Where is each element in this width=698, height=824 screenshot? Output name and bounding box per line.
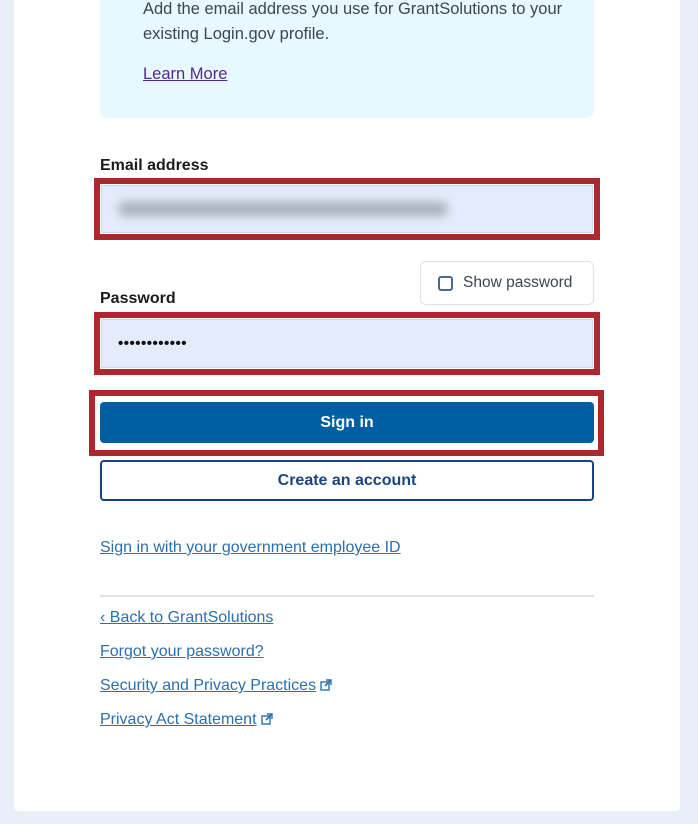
security-privacy-row <box>100 677 332 696</box>
email-input[interactable] <box>101 185 593 233</box>
create-account-button[interactable]: Create an account <box>100 460 594 501</box>
show-password-label: Show password <box>463 274 573 291</box>
external-link-icon <box>320 678 332 696</box>
checkbox-unchecked-icon[interactable] <box>438 276 453 291</box>
external-link-icon <box>261 712 273 730</box>
password-label: Password <box>100 290 176 307</box>
sign-in-button[interactable]: Sign in <box>100 402 594 443</box>
password-value: •••••••••••• <box>118 335 188 352</box>
alert-message: Add the email address you use for GrantSolutions to your existing Login.gov profile. <box>143 0 563 43</box>
back-to-grantsolutions-link[interactable]: ‹ Back to GrantSolutions <box>100 609 274 626</box>
security-privacy-link[interactable]: Security and Privacy Practices <box>100 677 317 694</box>
show-password-toggle[interactable] <box>420 261 594 305</box>
piv-sign-in-link[interactable]: Sign in with your government employee ID <box>100 539 401 556</box>
email-label: Email address <box>100 157 209 174</box>
forgot-password-link[interactable]: Forgot your password? <box>100 643 264 660</box>
email-value-blurred <box>118 202 448 216</box>
password-input[interactable] <box>101 319 593 368</box>
divider <box>100 595 594 597</box>
privacy-act-row <box>100 711 273 730</box>
privacy-act-link[interactable]: Privacy Act Statement <box>100 711 257 728</box>
learn-more-link[interactable]: Learn More <box>143 65 228 83</box>
